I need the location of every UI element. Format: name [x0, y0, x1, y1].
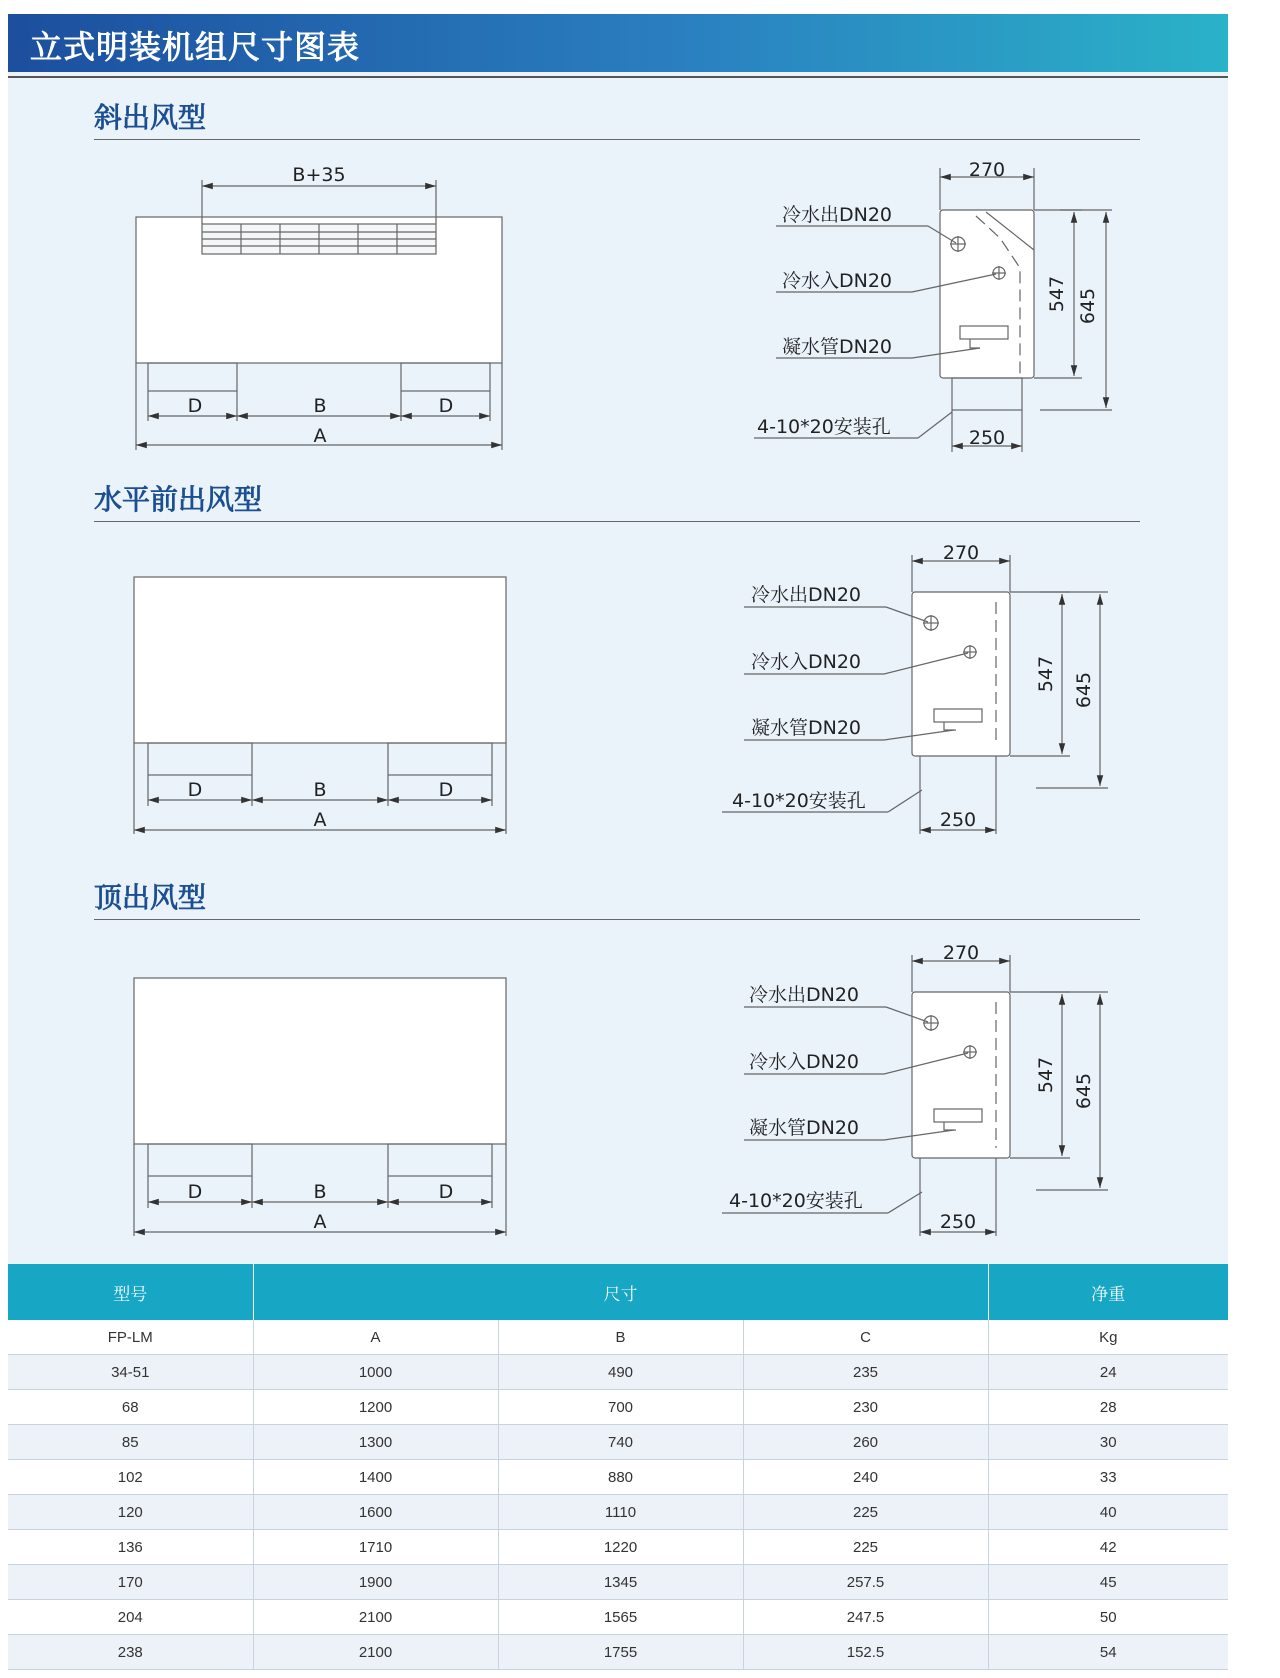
dim-270-label: 270: [942, 942, 980, 964]
dim-d-label: D: [438, 1181, 454, 1203]
unit-body: [134, 577, 506, 743]
drain-label: 凝水管DN20: [782, 336, 893, 358]
table-cell: 24: [988, 1355, 1228, 1390]
dim-d-label: D: [438, 395, 454, 417]
dim-547-label: 547: [1046, 275, 1068, 313]
table-row: [8, 1530, 1228, 1565]
drain-label: 凝水管DN20: [749, 1117, 860, 1139]
table-cell: 260: [743, 1425, 988, 1460]
dim-d-label: D: [438, 779, 454, 801]
dim-645-label: 645: [1073, 1072, 1095, 1110]
subheader-cell: A: [253, 1320, 498, 1355]
table-cell: 235: [743, 1355, 988, 1390]
dim-547-label: 547: [1035, 655, 1057, 693]
table-cell: 1200: [253, 1390, 498, 1425]
table-cell: 257.5: [743, 1565, 988, 1600]
header-net-weight: 净重: [988, 1264, 1228, 1320]
table-cell: 34-51: [8, 1355, 253, 1390]
left-foot: [148, 743, 252, 775]
unit-body: [134, 978, 506, 1144]
table-cell: 50: [988, 1600, 1228, 1635]
table-cell: 225: [743, 1495, 988, 1530]
table-cell: 136: [8, 1530, 253, 1565]
table-cell: 240: [743, 1460, 988, 1495]
table-cell: 1565: [498, 1600, 743, 1635]
mount-holes-label: 4-10*20安装孔: [732, 790, 866, 812]
table-cell: 204: [8, 1600, 253, 1635]
section-title-slant: 斜出风型: [94, 101, 207, 134]
table-row: [8, 1355, 1228, 1390]
table-cell: 1345: [498, 1565, 743, 1600]
dim-a-label: A: [313, 809, 327, 831]
header-dimensions: 尺寸: [253, 1264, 988, 1320]
table-cell: 1600: [253, 1495, 498, 1530]
table-cell: 120: [8, 1495, 253, 1530]
table-cell: 238: [8, 1635, 253, 1670]
table-cell: 230: [743, 1390, 988, 1425]
dim-250-label: 250: [939, 809, 977, 831]
table-row: [8, 1635, 1228, 1670]
dim-547-label: 547: [1035, 1056, 1057, 1094]
table-cell: 880: [498, 1460, 743, 1495]
dim-d-label: D: [187, 395, 203, 417]
dim-250-label: 250: [939, 1211, 977, 1233]
table-cell: 740: [498, 1425, 743, 1460]
table-cell: 1110: [498, 1495, 743, 1530]
mount-holes-label: 4-10*20安装孔: [729, 1190, 863, 1212]
table-cell: 30: [988, 1425, 1228, 1460]
table-cell: 700: [498, 1390, 743, 1425]
left-foot: [148, 363, 237, 391]
dim-250-label: 250: [968, 427, 1006, 449]
dim-645-label: 645: [1077, 287, 1099, 325]
table-cell: 102: [8, 1460, 253, 1495]
subheader-cell: FP-LM: [8, 1320, 253, 1355]
water-out-label: 冷水出DN20: [782, 204, 893, 226]
right-foot: [388, 743, 492, 775]
section-title-top: 顶出风型: [94, 881, 207, 914]
dim-b35-label: B+35: [292, 164, 346, 186]
subheader-cell: B: [498, 1320, 743, 1355]
dim-b-label: B: [313, 779, 327, 801]
water-in-label: 冷水入DN20: [782, 270, 893, 292]
table-cell: 490: [498, 1355, 743, 1390]
dim-d-label: D: [187, 779, 203, 801]
table-row: [8, 1460, 1228, 1495]
water-in-label: 冷水入DN20: [751, 651, 862, 673]
dim-d-label: D: [187, 1181, 203, 1203]
left-foot: [148, 1144, 252, 1176]
table-cell: 170: [8, 1565, 253, 1600]
dim-645-label: 645: [1073, 671, 1095, 709]
table-cell: 54: [988, 1635, 1228, 1670]
table-cell: 1755: [498, 1635, 743, 1670]
mount-holes-label: 4-10*20安装孔: [757, 416, 891, 438]
table-cell: 1710: [253, 1530, 498, 1565]
side-body: [912, 592, 1010, 756]
table-cell: 1300: [253, 1425, 498, 1460]
table-header-row: [8, 1264, 1228, 1320]
page-title: 立式明装机组尺寸图表: [30, 28, 361, 66]
table-cell: 2100: [253, 1600, 498, 1635]
water-in-label: 冷水入DN20: [749, 1051, 860, 1073]
table-row: [8, 1600, 1228, 1635]
table-cell: 2100: [253, 1635, 498, 1670]
table-cell: 152.5: [743, 1635, 988, 1670]
right-foot: [401, 363, 490, 391]
table-cell: 42: [988, 1530, 1228, 1565]
table-cell: 225: [743, 1530, 988, 1565]
drain-label: 凝水管DN20: [751, 717, 862, 739]
table-cell: 1000: [253, 1355, 498, 1390]
dim-a-label: A: [313, 1211, 327, 1233]
table-row: [8, 1425, 1228, 1460]
subheader-cell: Kg: [988, 1320, 1228, 1355]
table-cell: 33: [988, 1460, 1228, 1495]
right-foot: [388, 1144, 492, 1176]
table-cell: 85: [8, 1425, 253, 1460]
dim-b-label: B: [313, 395, 327, 417]
dim-270-label: 270: [968, 159, 1006, 181]
table-row: [8, 1565, 1228, 1600]
subheader-cell: C: [743, 1320, 988, 1355]
dim-270-label: 270: [942, 542, 980, 564]
dim-a-label: A: [313, 425, 327, 447]
spec-table: [8, 1264, 1228, 1670]
section-title-horizontal: 水平前出风型: [94, 483, 263, 516]
water-out-label: 冷水出DN20: [749, 984, 860, 1006]
table-cell: 247.5: [743, 1600, 988, 1635]
table-cell: 28: [988, 1390, 1228, 1425]
table-subheader-row: [8, 1320, 1228, 1355]
table-cell: 1220: [498, 1530, 743, 1565]
water-out-label: 冷水出DN20: [751, 584, 862, 606]
table-row: [8, 1390, 1228, 1425]
table-row: [8, 1495, 1228, 1530]
header-model: 型号: [8, 1264, 253, 1320]
table-cell: 1400: [253, 1460, 498, 1495]
side-base: [952, 378, 1022, 410]
table-cell: 45: [988, 1565, 1228, 1600]
dim-b-label: B: [313, 1181, 327, 1203]
table-cell: 40: [988, 1495, 1228, 1530]
table-cell: 68: [8, 1390, 253, 1425]
table-cell: 1900: [253, 1565, 498, 1600]
